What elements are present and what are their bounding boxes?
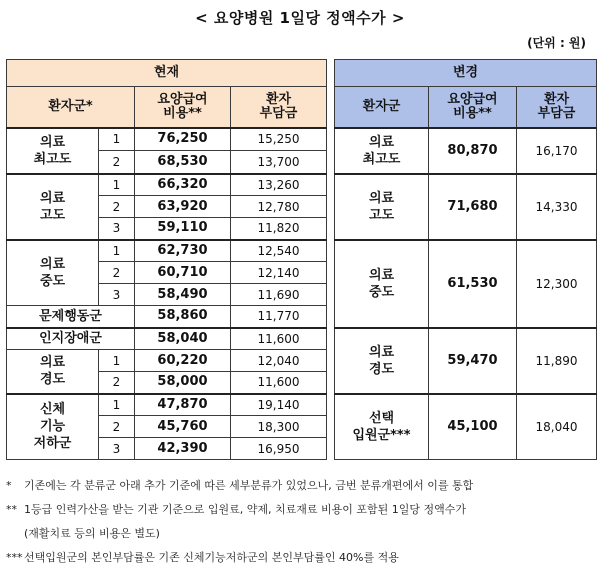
footnote-text: 기존에는 각 분류군 아래 추가 기준에 따른 세부분류가 있었으나, 금번 분류개편에서 이를 통합: [24, 479, 474, 492]
footnote: [6, 522, 596, 546]
copay-cell: 12,540: [231, 240, 327, 262]
table-row: [7, 128, 597, 151]
cost-cell: 63,920: [135, 196, 231, 218]
changed-group-name: 의료 고도: [335, 174, 429, 240]
copay-cell: 11,600: [231, 372, 327, 394]
changed-cost-cell: 80,870: [429, 128, 517, 174]
changed-copay-cell: 16,170: [517, 128, 597, 174]
column-gap: [327, 128, 335, 460]
cost-cell: 62,730: [135, 240, 231, 262]
cost-cell: 42,390: [135, 438, 231, 460]
copay-cell: 11,770: [231, 306, 327, 328]
footnote-text: (재활치료 등의 비용은 별도): [24, 527, 160, 540]
copay-cell: 19,140: [231, 394, 327, 416]
level-cell: 3: [99, 218, 135, 240]
copay-cell: 13,260: [231, 174, 327, 196]
cost-cell: 59,110: [135, 218, 231, 240]
changed-copay-header: 환자 부담금: [517, 87, 597, 128]
footnote: [6, 474, 596, 498]
footnote-text: 1등급 인력가산을 받는 기관 기준으로 입원료, 약제, 치료재료 비용이 포함된 1일당 정액수가: [24, 503, 466, 516]
group-name: 인지장애군: [7, 328, 135, 350]
copay-cell: 11,690: [231, 284, 327, 306]
level-cell: 2: [99, 372, 135, 394]
cost-cell: 60,710: [135, 262, 231, 284]
copay-cell: 12,040: [231, 350, 327, 372]
copay-cell: 12,140: [231, 262, 327, 284]
cost-cell: 58,000: [135, 372, 231, 394]
fee-table: [6, 59, 597, 460]
unit-label: (단위 : 원): [527, 36, 586, 50]
group-name: 의료 경도: [7, 350, 99, 394]
group-name: 의료 최고도: [7, 128, 99, 174]
changed-group-name: 의료 중도: [335, 240, 429, 328]
level-cell: 1: [99, 394, 135, 416]
table-row: [7, 174, 597, 196]
cost-cell: 47,870: [135, 394, 231, 416]
copay-cell: 18,300: [231, 416, 327, 438]
page-title: < 요양병원 1일당 정액수가 >: [195, 9, 405, 27]
copay-cell: 11,600: [231, 328, 327, 350]
footnote: [6, 546, 596, 570]
changed-copay-cell: 14,330: [517, 174, 597, 240]
level-cell: 3: [99, 438, 135, 460]
copay-cell: 13,700: [231, 151, 327, 174]
cost-cell: 45,760: [135, 416, 231, 438]
footnote-mark: **: [6, 503, 17, 516]
copay-cell: 15,250: [231, 128, 327, 151]
footnote: [6, 498, 596, 522]
changed-cost-cell: 45,100: [429, 394, 517, 460]
cost-cell: 58,040: [135, 328, 231, 350]
level-cell: 1: [99, 240, 135, 262]
changed-cost-cell: 61,530: [429, 240, 517, 328]
table-row: [7, 240, 597, 262]
level-cell: 2: [99, 416, 135, 438]
column-gap: [327, 60, 335, 128]
copay-cell: 12,780: [231, 196, 327, 218]
group-name: 의료 고도: [7, 174, 99, 240]
level-cell: 2: [99, 262, 135, 284]
changed-group-name: 선택 입원군***: [335, 394, 429, 460]
level-cell: 1: [99, 350, 135, 372]
changed-care-cost-header: 요양급여 비용**: [429, 87, 517, 128]
copay-header: 환자 부담금: [231, 87, 327, 128]
cost-cell: 76,250: [135, 128, 231, 151]
level-cell: 1: [99, 174, 135, 196]
changed-header: 변경: [335, 60, 597, 87]
group-name: 신체 기능 저하군: [7, 394, 99, 460]
group-name: 문제행동군: [7, 306, 135, 328]
changed-copay-cell: 12,300: [517, 240, 597, 328]
level-cell: 1: [99, 128, 135, 151]
footnotes: [6, 474, 596, 570]
changed-copay-cell: 11,890: [517, 328, 597, 394]
changed-copay-cell: 18,040: [517, 394, 597, 460]
footnote-text: 선택입원군의 본인부담률은 기존 신체기능저하군의 본인부담률인 40%를 적용: [24, 551, 399, 564]
group-name: 의료 중도: [7, 240, 99, 306]
changed-group-name: 의료 최고도: [335, 128, 429, 174]
changed-group-name: 의료 경도: [335, 328, 429, 394]
footnote-mark: ***: [6, 551, 23, 564]
care-cost-header: 요양급여 비용**: [135, 87, 231, 128]
cost-cell: 68,530: [135, 151, 231, 174]
patient-group-header: 환자군*: [7, 87, 135, 128]
changed-patient-group-header: 환자군: [335, 87, 429, 128]
level-cell: 2: [99, 151, 135, 174]
cost-cell: 60,220: [135, 350, 231, 372]
cost-cell: 58,490: [135, 284, 231, 306]
cost-cell: 66,320: [135, 174, 231, 196]
changed-cost-cell: 59,470: [429, 328, 517, 394]
level-cell: 3: [99, 284, 135, 306]
copay-cell: 11,820: [231, 218, 327, 240]
table-row: [7, 394, 597, 416]
current-header: 현재: [7, 60, 327, 87]
footnote-mark: *: [6, 479, 12, 492]
changed-cost-cell: 71,680: [429, 174, 517, 240]
table-row: [7, 328, 597, 350]
copay-cell: 16,950: [231, 438, 327, 460]
level-cell: 2: [99, 196, 135, 218]
cost-cell: 58,860: [135, 306, 231, 328]
